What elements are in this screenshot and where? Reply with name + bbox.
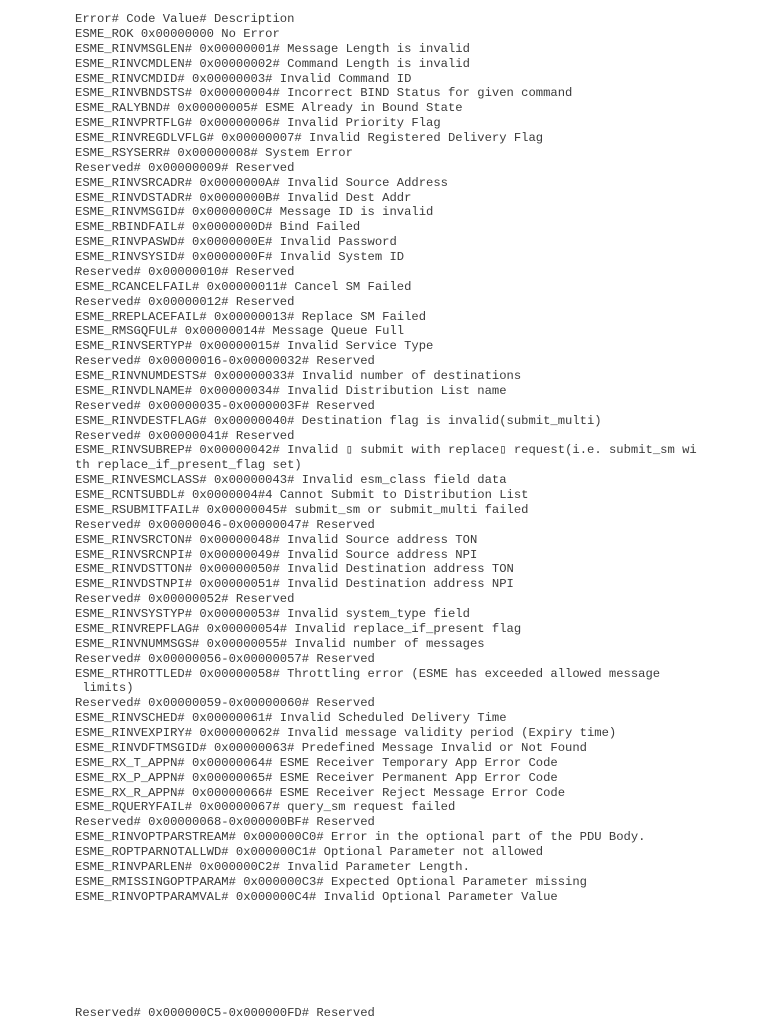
document-line: ESME_RINVBNDSTS# 0x00000004# Incorrect BIND Status for given command: [75, 86, 573, 101]
document-line: ESME_RINVSERTYP# 0x00000015# Invalid Service Type: [75, 339, 434, 354]
document-line: ESME_RINVOPTPARSTREAM# 0x000000C0# Error in the optional part of the PDU Body.: [75, 830, 646, 845]
document-line: ESME_RCANCELFAIL# 0x00000011# Cancel SM Failed: [75, 279, 412, 294]
document-line: Reserved# 0x00000016-0x00000032# Reserved: [75, 354, 375, 369]
document-line: ESME_RINVSRCTON# 0x00000048# Invalid Source address TON: [75, 532, 478, 547]
document-line: Reserved# 0x00000056-0x00000057# Reserved: [75, 651, 375, 666]
document-line: ESME_RINVMSGID# 0x0000000C# Message ID is invalid: [75, 205, 434, 220]
document-line: ESME_RX_P_APPN# 0x00000065# ESME Receiver Permanent App Error Code: [75, 770, 558, 785]
document-line: ESME_RINVDSTTON# 0x00000050# Invalid Destination address TON: [75, 562, 514, 577]
error-code-listing: [75, 12, 755, 905]
document-line: ESME_RINVDFTMSGID# 0x00000063# Predefined Message Invalid or Not Found: [75, 740, 587, 755]
document-line: ESME_RINVMSGLEN# 0x00000001# Message Length is invalid: [75, 41, 470, 56]
document-line: ESME_RX_R_APPN# 0x00000066# ESME Receiver Reject Message Error Code: [75, 785, 566, 800]
document-line: Reserved# 0x00000010# Reserved: [75, 264, 295, 279]
document-line-footer: Reserved# 0x000000C5-0x000000FD# Reserved: [75, 1006, 375, 1020]
document-line: ESME_RINVSCHED# 0x00000061# Invalid Scheduled Delivery Time: [75, 711, 507, 726]
document-line: ESME_RBINDFAIL# 0x0000000D# Bind Failed: [75, 220, 361, 235]
document-line: ESME_RINVSRCADR# 0x0000000A# Invalid Source Address: [75, 175, 448, 190]
document-line: ESME_RINVPARLEN# 0x000000C2# Invalid Parameter Length.: [75, 859, 470, 874]
document-line: ESME_RINVSUBREP# 0x00000042# Invalid ▯ submit with replace▯ request(i.e. submit_sm wi: [75, 443, 697, 458]
document-line: ESME_ROK 0x00000000 No Error: [75, 26, 280, 41]
document-line: ESME_RINVREPFLAG# 0x00000054# Invalid replace_if_present flag: [75, 621, 522, 636]
document-line: ESME_RQUERYFAIL# 0x00000067# query_sm request failed: [75, 800, 456, 815]
document-line: ESME_RREPLACEFAIL# 0x00000013# Replace SM Failed: [75, 309, 427, 324]
document-line: ESME_RSYSERR# 0x00000008# System Error: [75, 145, 353, 160]
document-line: ESME_RTHROTTLED# 0x00000058# Throttling error (ESME has exceeded allowed message: [75, 666, 661, 681]
document-line: ESME_RINVESMCLASS# 0x00000043# Invalid esm_class field data: [75, 473, 507, 488]
document-line: ESME_RMSGQFUL# 0x00000014# Message Queue Full: [75, 324, 405, 339]
document-line: ESME_RINVREGDLVFLG# 0x00000007# Invalid Registered Delivery Flag: [75, 131, 544, 145]
document-line: ESME_RINVDESTFLAG# 0x00000040# Destination flag is invalid(submit_multi): [75, 413, 602, 428]
document-line: ESME_RINVSYSTYP# 0x00000053# Invalid system_type field: [75, 607, 470, 621]
document-line: ESME_RINVOPTPARAMVAL# 0x000000C4# Invalid Optional Parameter Value: [75, 889, 558, 904]
document-line: Reserved# 0x00000052# Reserved: [75, 592, 295, 607]
document-line: ESME_RMISSINGOPTPARAM# 0x000000C3# Expected Optional Parameter missing: [75, 874, 587, 889]
document-line: ESME_RINVCMDID# 0x00000003# Invalid Command ID: [75, 71, 412, 86]
document-line: limits): [75, 681, 134, 696]
document-line: Reserved# 0x00000009# Reserved: [75, 160, 295, 175]
document-line: ESME_RINVDSTADR# 0x0000000B# Invalid Dest Addr: [75, 190, 412, 205]
document-line: ESME_RINVNUMMSGS# 0x00000055# Invalid number of messages: [75, 636, 485, 651]
document-line: ESME_RINVDLNAME# 0x00000034# Invalid Distribution List name: [75, 383, 507, 398]
document-line: ESME_RINVCMDLEN# 0x00000002# Command Length is invalid: [75, 56, 470, 71]
document-line: Reserved# 0x00000068-0x000000BF# Reserved: [75, 815, 375, 830]
document-line: ESME_ROPTPARNOTALLWD# 0x000000C1# Optional Parameter not allowed: [75, 845, 544, 859]
document-line: Reserved# 0x00000046-0x00000047# Reserved: [75, 517, 375, 532]
document-line: ESME_RINVDSTNPI# 0x00000051# Invalid Destination address NPI: [75, 577, 514, 592]
document-line: ESME_RINVSYSID# 0x0000000F# Invalid System ID: [75, 250, 405, 264]
document-line: Reserved# 0x00000041# Reserved: [75, 428, 295, 443]
document-line: ESME_RINVPRTFLG# 0x00000006# Invalid Priority Flag: [75, 116, 441, 131]
document-line: ESME_RINVNUMDESTS# 0x00000033# Invalid number of destinations: [75, 369, 522, 383]
document-line: Error# Code Value# Description: [75, 12, 295, 26]
document-line: Reserved# 0x00000012# Reserved: [75, 294, 295, 309]
document-line: ESME_RALYBND# 0x00000005# ESME Already in Bound State: [75, 101, 463, 116]
document-line: ESME_RCNTSUBDL# 0x0000004#4 Cannot Submit to Distribution List: [75, 488, 529, 502]
document-line: Reserved# 0x00000035-0x0000003F# Reserved: [75, 398, 375, 413]
document-line: th replace_if_present_flag set): [75, 458, 302, 473]
document-line: ESME_RINVPASWD# 0x0000000E# Invalid Password: [75, 235, 397, 250]
document-line: Reserved# 0x00000059-0x00000060# Reserved: [75, 696, 375, 711]
document-line: ESME_RINVSRCNPI# 0x00000049# Invalid Source address NPI: [75, 547, 478, 562]
document-line: ESME_RINVEXPIRY# 0x00000062# Invalid message validity period (Expiry time): [75, 726, 617, 740]
document-line: ESME_RSUBMITFAIL# 0x00000045# submit_sm or submit_multi failed: [75, 502, 529, 517]
document-line: ESME_RX_T_APPN# 0x00000064# ESME Receiver Temporary App Error Code: [75, 755, 558, 770]
